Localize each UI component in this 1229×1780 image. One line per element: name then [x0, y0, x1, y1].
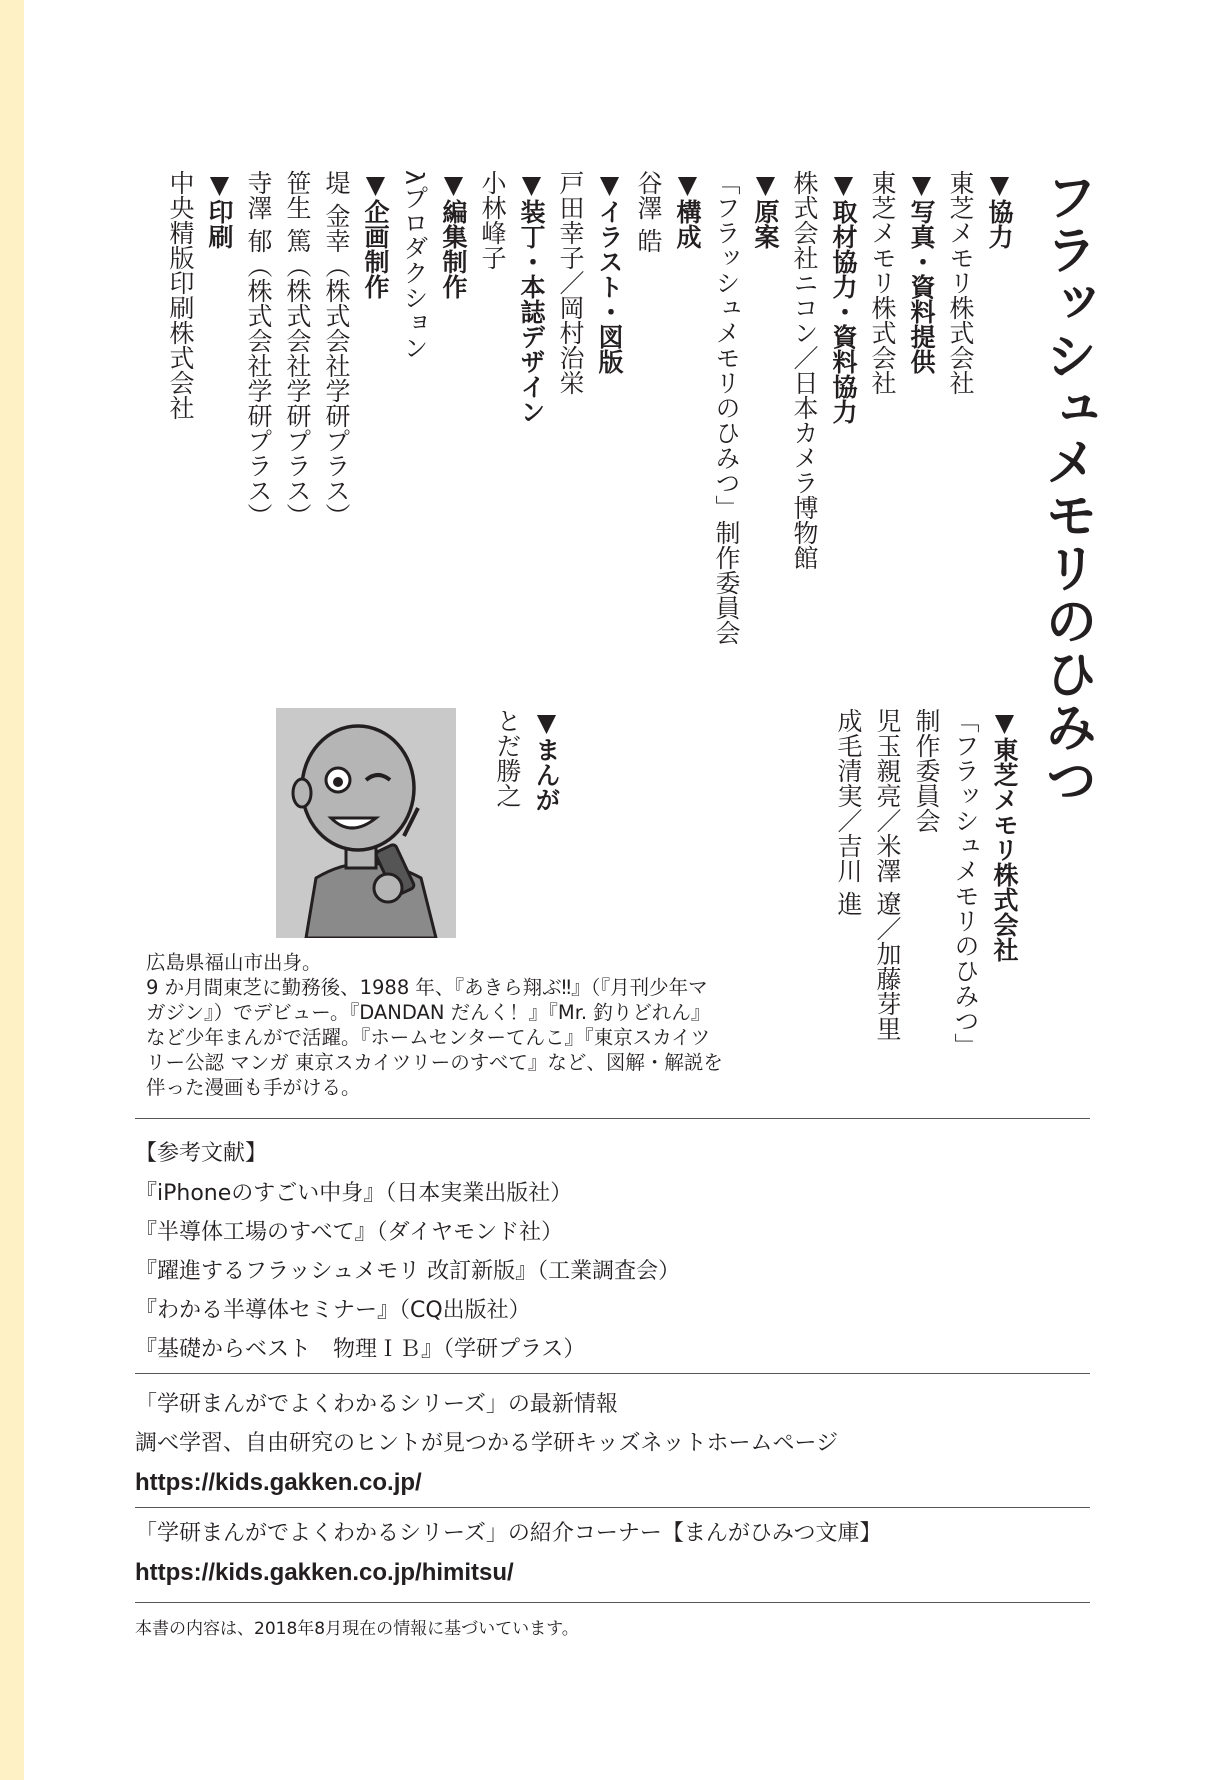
divider: [135, 1373, 1090, 1374]
credit-line: 東芝メモリ株式会社: [868, 170, 897, 395]
credit-group: [863, 170, 941, 645]
references-heading: 【参考文献】: [135, 1141, 268, 1166]
bio-line: など少年まんがで活躍。『ホームセンターてんこ』『東京スカイツ: [146, 1026, 711, 1049]
credit-group: [551, 170, 629, 645]
credit-line: 寺澤 郁（株式会社学研プラス）: [244, 170, 273, 528]
bio-line: リー公認 マンガ 東京スカイツリーのすべて』など、図解・解説を: [146, 1051, 723, 1074]
credit-heading: ▼原案: [751, 170, 780, 249]
bio-line: 広島県福山市出身。: [146, 951, 322, 974]
credit-group: [395, 170, 473, 645]
credit-group: [239, 170, 395, 645]
reference-item: 『わかる半導体セミナー』（CQ出版社）: [135, 1298, 531, 1323]
footnote: 本書の内容は、2018年8月現在の情報に基づいています。: [135, 1619, 579, 1639]
credit-heading: ▼取材協力・資料協力: [829, 170, 858, 424]
credit-line: λプロダクション: [400, 170, 429, 360]
credits-block: [161, 170, 1019, 645]
credit-line: 小林峰子: [478, 170, 507, 270]
credit-heading: ▼編集制作: [439, 170, 468, 299]
credit-group: [629, 170, 707, 645]
reference-item: 『半導体工場のすべて』（ダイヤモンド社）: [135, 1220, 564, 1245]
credit-heading: ▼協力: [985, 170, 1014, 249]
portrait-drawing: [276, 708, 456, 938]
credit-heading: ▼印刷: [205, 170, 234, 249]
himitsu-link[interactable]: https://kids.gakken.co.jp/himitsu/: [135, 1559, 514, 1586]
intro-corner-title: 「学研まんがでよくわかるシリーズ」の紹介コーナー【まんがひみつ文庫】: [135, 1521, 882, 1546]
credit-group: [161, 170, 239, 645]
author-line: 児玉親亮／米澤 遼／加藤芽里: [873, 708, 902, 1041]
bio-line: 9 か月間東芝に勤務後、1988 年、『あきら翔ぶ‼』（『月刊少年マ: [146, 976, 708, 999]
credit-line: 株式会社ニコン／日本カメラ博物館: [790, 170, 819, 570]
author-line: 成毛清実／吉川 進: [834, 708, 863, 916]
artist-portrait-illustration: [276, 708, 456, 938]
manga-heading: ▼まんが: [532, 708, 561, 812]
credit-line: 中央精版印刷株式会社: [166, 170, 195, 420]
credit-line: 谷澤 皓: [634, 170, 663, 253]
reference-item: 『基礎からベスト 物理ＩＢ』（学研プラス）: [135, 1337, 586, 1362]
credit-heading: ▼写真・資料提供: [907, 170, 936, 374]
credit-heading: ▼装丁・本誌デザイン: [517, 170, 546, 424]
credit-group: [707, 170, 785, 645]
manga-credit: [488, 708, 566, 812]
credit-line: 東芝メモリ株式会社: [946, 170, 975, 395]
divider: [135, 1118, 1090, 1119]
credit-group: [941, 170, 1019, 645]
latest-info-title: 「学研まんがでよくわかるシリーズ」の最新情報: [135, 1392, 618, 1417]
bio-line: 伴った漫画も手がける。: [146, 1076, 361, 1099]
intro-corner-section: [135, 1514, 1085, 1592]
credit-line: 堤 金幸（株式会社学研プラス）: [322, 170, 351, 528]
author-line: 制作委員会: [912, 708, 941, 833]
latest-info-description: 調べ学習、自由研究のヒントが見つかる学研キッズネットホームページ: [135, 1431, 839, 1456]
author-line: 「フラッシュメモリのひみつ」: [951, 708, 980, 1058]
latest-info-section: [135, 1385, 1085, 1502]
bio-line: ガジン』）でデビュー。『DANDAN だんく！』『Mr. 釣りどれん』: [146, 1001, 711, 1024]
divider: [135, 1507, 1090, 1508]
credit-group: [473, 170, 551, 645]
reference-item: 『iPhoneのすごい中身』（日本実業出版社）: [135, 1181, 573, 1206]
references-section: [135, 1134, 1085, 1369]
credit-heading: ▼構成: [673, 170, 702, 249]
author-heading: ▼東芝メモリ株式会社: [990, 708, 1019, 962]
author-credits: [829, 708, 1024, 1058]
divider: [135, 1602, 1090, 1603]
reference-item: 『躍進するフラッシュメモリ 改訂新版』（工業調査会）: [135, 1259, 681, 1284]
book-title: フラッシュメモリのひみつ: [1036, 170, 1096, 806]
credit-heading: ▼企画制作: [361, 170, 390, 299]
credit-group: [785, 170, 863, 645]
credit-line: 笹生 篤（株式会社学研プラス）: [283, 170, 312, 528]
manga-artist-name: とだ勝之: [493, 708, 522, 808]
artist-bio: [146, 950, 796, 1100]
credit-line: 「フラッシュメモリのひみつ」制作委員会: [712, 170, 741, 645]
page-edge-strip: [0, 0, 24, 1780]
credit-line: 戸田幸子／岡村治栄: [556, 170, 585, 395]
homepage-link[interactable]: https://kids.gakken.co.jp/: [135, 1469, 422, 1496]
credit-heading: ▼イラスト・図版: [595, 170, 624, 374]
